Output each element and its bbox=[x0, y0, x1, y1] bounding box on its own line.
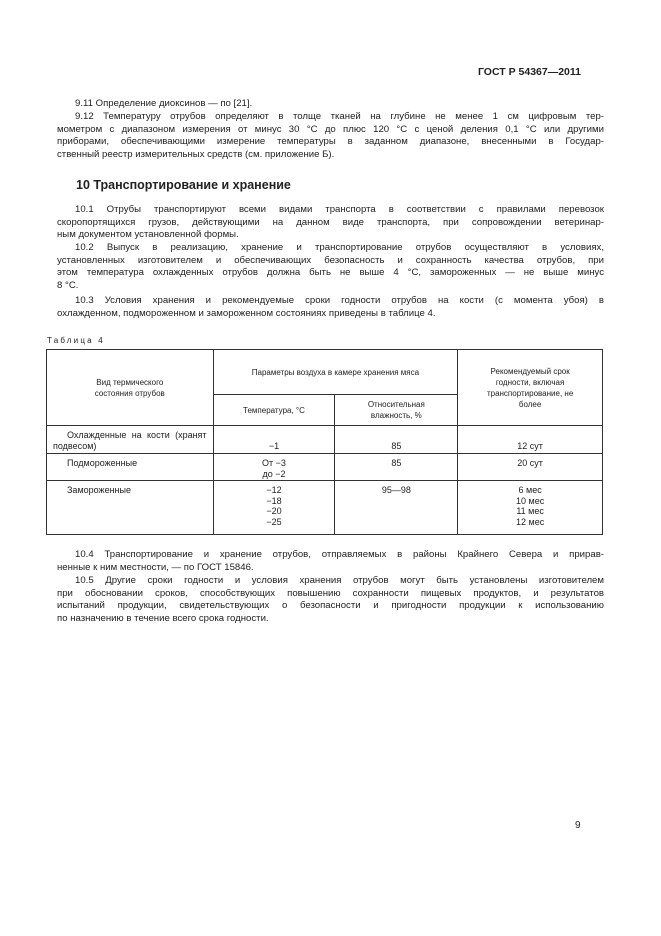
text-line: установленных изготовителем и обеспечивающих безопасность и сохранность качества отрубов, при bbox=[57, 254, 604, 266]
cell-term-value: 10 мес bbox=[516, 495, 545, 506]
text-line: 10.3 Условия хранения и рекомендуемые сроки годности отрубов на кости (с момента убоя) в bbox=[75, 295, 604, 306]
text-line: 9.11 Определение диоксинов — по [21]. bbox=[75, 98, 253, 109]
text-line: ным документом установленной формы. bbox=[57, 229, 239, 241]
paragraph-10-1 bbox=[57, 204, 604, 242]
cell-temp bbox=[213, 426, 335, 454]
humidity-value: 85 bbox=[391, 458, 402, 468]
paragraph-9-11 bbox=[57, 98, 604, 111]
header-term: Рекомендуемый срок годности, включая транспортирование, не более bbox=[458, 350, 603, 426]
document-code: ГОСТ Р 54367—2011 bbox=[477, 66, 581, 78]
table-row bbox=[47, 426, 603, 454]
text-line: охлажденном, подмороженном и замороженном состояниях приведены в таблице 4. bbox=[57, 307, 436, 319]
text-line: при обосновании сроков, способствующих повышению сохранности пищевых продуктов, и результатов bbox=[57, 587, 604, 599]
text-line: 10.1 Отрубы транспортируют всеми видами транспорта в соответствии с правилами перевозок bbox=[75, 204, 604, 215]
section-title: 10 Транспортирование и хранение bbox=[76, 178, 291, 192]
cell-temp-value: −1 bbox=[268, 440, 280, 451]
cell-state bbox=[47, 454, 214, 481]
cell-term bbox=[458, 426, 603, 454]
table-row bbox=[47, 454, 603, 481]
header-params: Параметры воздуха в камере хранения мяса bbox=[213, 350, 458, 395]
text-line: ненные к ним местности, — по ГОСТ 15846. bbox=[57, 561, 254, 573]
cell-term-value: 20 сут bbox=[517, 458, 543, 468]
cell-humidity bbox=[335, 426, 458, 454]
cell-temp-value: −25 bbox=[266, 516, 282, 527]
text-line: 8 °С. bbox=[57, 279, 79, 291]
text-line: 10.4 Транспортирование и хранение отрубов, отправляемых в районы Крайнего Севера и прирав- bbox=[75, 549, 604, 560]
paragraph-10-2 bbox=[57, 242, 604, 292]
cell-temp bbox=[213, 454, 335, 481]
text-line: 9.12 Температуру отрубов определяют в толще тканей на глубине не менее 1 см цифровым тер- bbox=[75, 111, 604, 122]
cell-temp-value: −12 bbox=[266, 485, 282, 495]
cell-term-value: 12 сут bbox=[517, 440, 543, 451]
cell-term bbox=[458, 481, 603, 535]
cell-temp-value: От −3 bbox=[262, 458, 286, 468]
header-humidity: Относительная влажность, % bbox=[335, 395, 458, 426]
text-line: скоропортящихся грузов, действующими на данном виде транспорта, при сопровождении ветеринар- bbox=[57, 216, 604, 228]
cell-state bbox=[47, 481, 214, 535]
paragraph-10-3 bbox=[57, 295, 604, 320]
cell-term-value: 6 мес bbox=[518, 485, 542, 495]
paragraph-9-12 bbox=[57, 111, 604, 161]
state-text: Подмороженные bbox=[67, 458, 138, 468]
text-line: приборами, обеспечивающими измерение температуры в заданном диапазоне, внесенными в Государ- bbox=[57, 136, 604, 148]
cell-term bbox=[458, 454, 603, 481]
text-line: 10.5 Другие сроки годности и условия хранения отрубов могут быть установлены изготовителем bbox=[75, 575, 604, 586]
cell-temp bbox=[213, 481, 335, 535]
paragraph-10-4 bbox=[57, 549, 604, 574]
header-state: Вид термического состояния отрубов bbox=[47, 350, 214, 426]
table-row bbox=[47, 481, 603, 535]
text-line: ственный реестр измерительных средств (см. приложение Б). bbox=[57, 148, 335, 160]
paragraph-10-5 bbox=[57, 575, 604, 625]
cell-temp-value: −18 bbox=[266, 495, 282, 506]
cell-humidity bbox=[335, 481, 458, 535]
cell-humidity bbox=[335, 454, 458, 481]
cell-term-value: 11 мес bbox=[516, 506, 544, 516]
text-line: по назначению в течение всего срока годности. bbox=[57, 612, 269, 624]
text-line: этом температура охлажденных отрубов должна быть не выше 4 °С, замороженных — не выше минус bbox=[57, 267, 604, 279]
cell-state bbox=[47, 426, 214, 454]
text-line: мометром с диапазоном измерения от минус 30 °С до плюс 120 °С с ценой деления 0,1 °С или другими bbox=[57, 123, 604, 135]
text-line: испытаний продукции, свидетельствующих о безопасности и пригодности продукции к использованию bbox=[57, 600, 604, 612]
storage-table bbox=[46, 349, 603, 535]
text-line: 10.2 Выпуск в реализацию, хранение и транспортирование отрубов осуществляют в условиях, bbox=[75, 242, 604, 253]
state-text: Охлажденные на кости (хранят подвесом) bbox=[53, 430, 207, 451]
cell-temp-value: до −2 bbox=[262, 468, 286, 479]
state-text: Замороженные bbox=[67, 485, 131, 495]
table-caption: Таблица 4 bbox=[47, 336, 105, 345]
cell-term-value: 12 мес bbox=[516, 516, 545, 527]
humidity-value: 85 bbox=[391, 440, 402, 451]
humidity-value: 95—98 bbox=[381, 485, 411, 495]
page-number: 9 bbox=[575, 820, 581, 831]
cell-temp-value: −20 bbox=[266, 506, 282, 516]
header-temp: Температура, °С bbox=[213, 395, 335, 426]
